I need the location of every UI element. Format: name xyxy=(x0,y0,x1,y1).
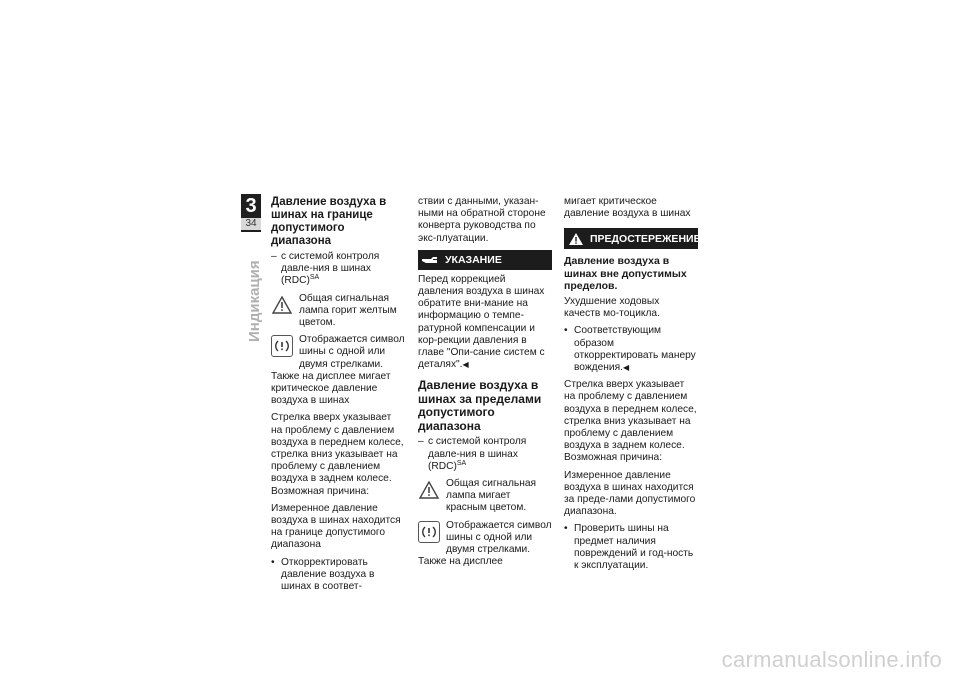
symbol-info-2 xyxy=(418,520,552,569)
chapter-number: 3 xyxy=(245,195,257,217)
symbol-info xyxy=(271,334,405,407)
tire-pressure-icon xyxy=(271,335,293,357)
warning-triangle-icon xyxy=(271,294,293,316)
end-mark: ◀ xyxy=(462,360,469,370)
action-bullet: • Откорректировать давление воздуха в шинах в соответ- xyxy=(271,557,405,594)
condition-line: – с системой контроля давле-ния в шинах (RDC)$^{SA}$ xyxy=(271,251,405,288)
symbol-text-2: Отображается символ шины с одной или двумя стрелками. Также на дисплее xyxy=(418,519,552,568)
warning-label: ПРЕДОСТЕРЕЖЕНИЕ xyxy=(590,232,701,245)
sa-superscript-2: SA xyxy=(456,459,467,467)
section-heading-border-range: Давление воздуха в шинах на границе допустимого диапазона xyxy=(271,196,387,247)
note-bar xyxy=(418,250,552,270)
cause-label-3: Возможная причина: xyxy=(564,452,663,464)
cause-text-3: Измеренное давление воздуха в шинах находится за преде-лами допустимого диапазона. xyxy=(564,469,696,518)
cause-text: Измеренное давление воздуха в шинах находится на границе допустимого диапазона xyxy=(271,502,401,551)
arrow-explanation-3: Стрелка вверх указывает на проблему с давлением воздуха в переднем колесе, стрелка вниз указывает на проблему с давлением воздуха в заднем колесе. xyxy=(564,379,697,452)
column-2 xyxy=(418,196,552,573)
end-mark: ◀ xyxy=(622,362,630,372)
sa-superscript: SA xyxy=(309,274,320,282)
lamp-text-2: Общая сигнальная лампа мигает красным цветом. xyxy=(446,478,537,514)
lamp-text: Общая сигнальная лампа горит желтым цветом. xyxy=(299,292,397,329)
warning-triangle-icon xyxy=(568,232,584,246)
page-number: 34 xyxy=(241,218,261,230)
warning-text: Ухудшение ходовых качеств мо-тоцикла. xyxy=(564,295,660,320)
column-1 xyxy=(271,196,405,598)
chapter-badge xyxy=(241,194,261,232)
condition-line-2: – с системой контроля давле-ния в шинах (RDC)$^{SA}$ xyxy=(418,436,552,473)
symbol-text: Отображается символ шины с одной или двумя стрелками. Также на дисплее мигает критическое давление воздуха в шинах xyxy=(271,334,405,407)
warning-heading: Давление воздуха в шинах вне допустимых пределов. xyxy=(564,255,687,293)
warning-bullet: • Соответствующим образом откорректировать манеру вождения.◀ xyxy=(564,325,698,374)
note-text: Перед коррекцией давления воздуха в шинах обратите вни-мание на информацию о темпе-ратурной компенсации и кор-рекции давления в главе "Опи-сание систем с деталях".◀ xyxy=(418,273,545,371)
warning-bar xyxy=(564,228,701,249)
pointing-hand-icon xyxy=(421,254,439,266)
warning-triangle-icon xyxy=(418,479,440,501)
watermark: carmanualsonline.info xyxy=(721,647,942,672)
note-label: УКАЗАНИЕ xyxy=(445,253,502,266)
section-heading-out-of-range: Давление воздуха в шинах за пределами допустимого диапазона xyxy=(418,378,542,433)
cause-label: Возможная причина: xyxy=(271,485,370,497)
tire-pressure-icon xyxy=(418,521,440,543)
arrow-explanation: Стрелка вверх указывает на проблему с давлением воздуха в переднем колесе, стрелка вниз указывает на проблему с давлением воздуха в заднем колесе. xyxy=(271,412,404,485)
chapter-side-title: Индикация xyxy=(246,260,263,342)
continued-text: ствии с данными, указан-ными на обратной стороне конверта руководства по экс-плуатации. xyxy=(418,196,546,244)
action-bullet-3: • Проверить шины на предмет наличия повреждений и год-ность к эксплуатации. xyxy=(564,523,698,572)
column-3 xyxy=(564,196,701,577)
lamp-info xyxy=(271,293,405,330)
continued-text-3: мигает критическое давление воздуха в шинах xyxy=(564,196,691,220)
lamp-info-2 xyxy=(418,478,552,515)
